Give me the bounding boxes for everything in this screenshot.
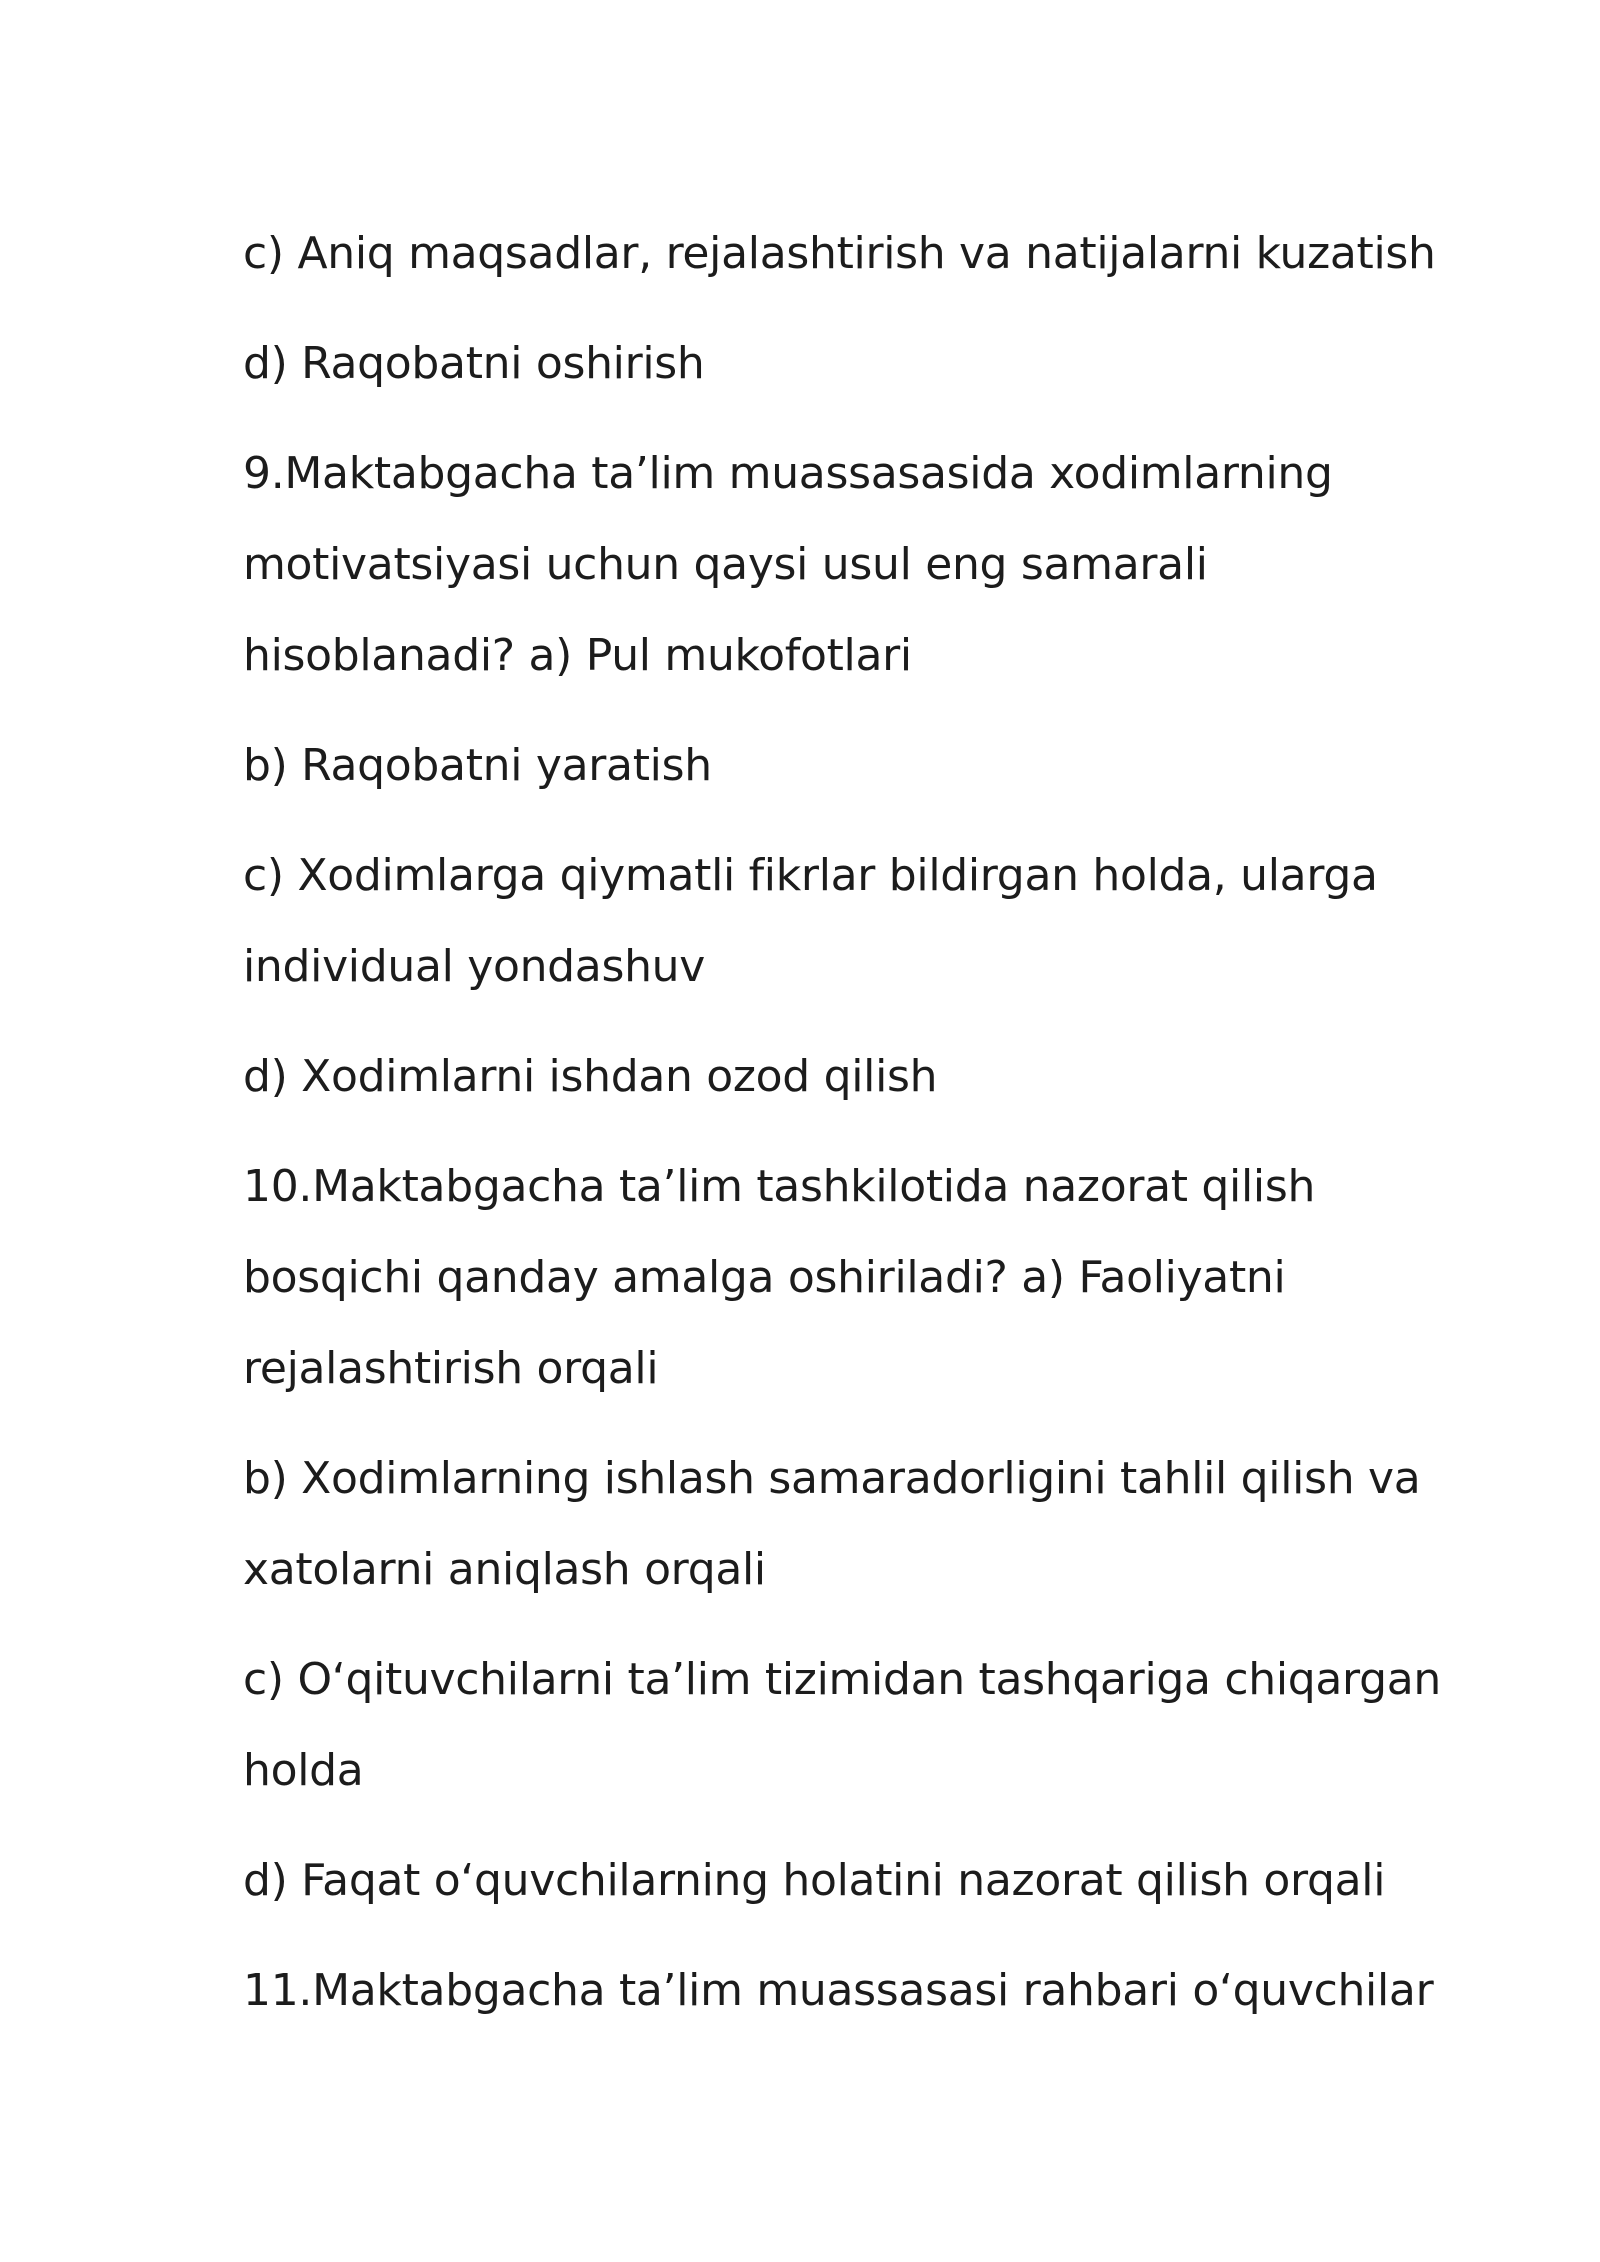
- question-10-line-1: 10.Maktabgacha ta’lim tashkilotida nazorat qilish: [243, 1161, 1316, 1212]
- question-9-line-2: motivatsiyasi uchun qaysi usul eng samarali: [243, 539, 1208, 590]
- option-c-line-1: c) O‘qituvchilarni ta’lim tizimidan tashqariga chiqargan: [243, 1654, 1441, 1705]
- option-d-line: d) Raqobatni oshirish: [243, 338, 705, 389]
- option-d-line: d) Faqat o‘quvchilarning holatini nazorat qilish orqali: [243, 1855, 1386, 1906]
- option-b-line-1: b) Xodimlarning ishlash samaradorligini tahlil qilish va: [243, 1453, 1421, 1504]
- option-d-line: d) Xodimlarni ishdan ozod qilish: [243, 1051, 938, 1102]
- question-10-line-3: rejalashtirish orqali: [243, 1343, 659, 1394]
- option-c-line-2: holda: [243, 1745, 364, 1796]
- option-c-line-2: individual yondashuv: [243, 941, 705, 992]
- option-b-line-2: xatolarni aniqlash orqali: [243, 1544, 766, 1595]
- question-9-line-3: hisoblanadi? a) Pul mukofotlari: [243, 630, 912, 681]
- question-9-line-1: 9.Maktabgacha ta’lim muassasasida xodimlarning: [243, 448, 1333, 499]
- option-b-line: b) Raqobatni yaratish: [243, 740, 712, 791]
- question-10-line-2: bosqichi qanday amalga oshiriladi? a) Faoliyatni: [243, 1252, 1286, 1303]
- option-c-line-1: c) Xodimlarga qiymatli fikrlar bildirgan holda, ularga: [243, 850, 1378, 901]
- question-11-line-1: 11.Maktabgacha ta’lim muassasasi rahbari o‘quvchilar: [243, 1965, 1434, 2016]
- option-c-line: c) Aniq maqsadlar, rejalashtirish va natijalarni kuzatish: [243, 228, 1436, 279]
